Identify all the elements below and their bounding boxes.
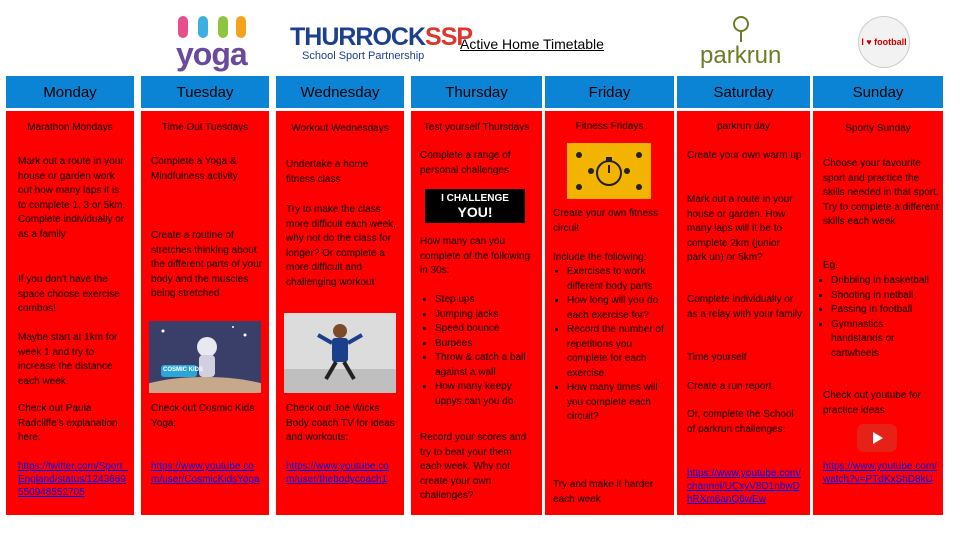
thursday-text-2: How many can you complete of the following in 30s: — [420, 236, 531, 276]
youtube-play-icon[interactable] — [857, 424, 897, 452]
challenge-line-2: YOU! — [457, 204, 493, 220]
thurrock-ssp-logo — [290, 23, 473, 66]
sunday-text-2: Eg. — [823, 260, 839, 271]
list-item: • How many keepy uppys can you do — [435, 380, 535, 409]
monday-subtitle: Marathon Mondays — [27, 122, 113, 133]
list-item: • How long will you do each exercise for? — [567, 294, 669, 323]
parkrun-logo — [700, 42, 781, 70]
play-icon — [870, 431, 884, 445]
wednesday-text-1: Undertake a home fitness class — [286, 159, 369, 185]
parkrun-tree-icon — [732, 16, 750, 42]
saturday-text-2: Mark out a route in your house or garden. How many laps will it be to complete 2km (junior park un) or 5km? — [687, 194, 793, 263]
saturday-text-3: Complete individually or as a relay with your family — [687, 294, 803, 320]
list-item: • Step ups — [435, 293, 535, 308]
fitness-circuit-image — [567, 143, 651, 199]
wednesday-subtitle: Workout Wednesdays — [291, 123, 389, 134]
sunday-subtitle: Sporty Sunday — [845, 123, 911, 134]
friday-text-3: Try and make it harder each week — [553, 479, 654, 505]
ssp-logo-subtitle: School Sport Partnership — [302, 50, 425, 62]
list-item: • Burpees — [435, 337, 535, 352]
saturday-text-1: Create your own warm up — [687, 150, 802, 161]
day-header-sunday: Sunday — [813, 76, 943, 108]
sunday-link[interactable]: https://www.youtube.com/watch?v=PTdKxShD8kU — [823, 461, 937, 485]
saturday-text-4: Time yourself — [687, 352, 747, 363]
thursday-list — [413, 293, 535, 409]
list-item: • Passing in football — [831, 303, 935, 318]
monday-text-4: Check out Paula Radcliffe's explanation here: — [18, 403, 118, 443]
yoga-logo — [168, 14, 252, 70]
challenge-line-1: I CHALLENGE — [441, 193, 509, 204]
challenge-banner — [425, 189, 525, 223]
wednesday-link[interactable]: https://www.youtube.com/user/thebodycoach1 — [286, 461, 389, 485]
yoga-logo-text: yoga — [176, 36, 247, 72]
day-header-monday: Monday — [6, 76, 134, 108]
tuesday-column — [141, 111, 269, 515]
tuesday-subtitle: Time Out Tuesdays — [161, 122, 249, 133]
stopwatch-icon — [567, 143, 651, 199]
saturday-link[interactable]: https://www.youtube.com/channel/UCxyV8D1nbwDhRXm6anQ6wEw — [687, 468, 801, 505]
football-logo — [858, 16, 910, 68]
day-header-tuesday: Tuesday — [141, 76, 269, 108]
saturday-text-6: Or, complete the School of parkrun challenges: — [687, 409, 794, 435]
yoga-figure-icon — [198, 16, 208, 38]
friday-column — [545, 111, 674, 515]
monday-link[interactable]: https://twitter.com/Sport_England/status/1243669550948552705 — [18, 461, 129, 498]
yoga-figure-icon — [178, 16, 188, 38]
friday-subtitle: Fitness Fridays — [575, 121, 644, 132]
friday-text-1: Create your own fitness circuit — [553, 208, 659, 234]
thursday-subtitle: Test yourself Thursdays — [423, 122, 530, 133]
sunday-column — [813, 111, 943, 515]
monday-text-3: Maybe start at 1km for week 1 and try to increase the distance each week — [18, 332, 118, 387]
saturday-subtitle: parkrun day — [717, 121, 770, 132]
list-item: • Shooting in netball — [831, 289, 935, 304]
list-item: • Throw & catch a ball against a wall — [435, 351, 535, 380]
cosmic-kids-label: COSMIC KIDS — [163, 367, 204, 373]
sunday-text-3: Check out youtube for practice ideas — [823, 390, 921, 416]
saturday-text-5: Create a run report. — [687, 381, 775, 392]
list-item: • Exercises to work different body parts — [567, 265, 669, 294]
thursday-text-3: Record your scores and try to beat your them each week. Why not create your own challenges? — [420, 432, 527, 501]
ssp-logo-text-a: THURROCK — [290, 23, 426, 51]
tuesday-link[interactable]: https://www.youtube.com/user/CosmicKidsYoga — [151, 461, 260, 485]
wednesday-text-3: Check out Joe Wicks Body coach TV for ideas and workouts: — [286, 403, 395, 443]
joe-wicks-illustration — [284, 313, 396, 393]
list-item: • How many times will you complete each circuit? — [567, 381, 669, 425]
sunday-text-1: Choose your favourite sport and practice the skills needed in that sport. Try to complete a different skills each week — [823, 158, 939, 227]
list-item: • Speed bounce — [435, 322, 535, 337]
day-header-friday: Friday — [545, 76, 674, 108]
page-title: Active Home Timetable — [460, 36, 604, 52]
monday-column — [6, 111, 134, 515]
day-header-wednesday: Wednesday — [276, 76, 404, 108]
list-item: • Jumping jacks — [435, 308, 535, 323]
day-header-saturday: Saturday — [677, 76, 810, 108]
tuesday-text-2: Create a routine of stretches thinking about the different parts of your body and the muscles being stretched — [151, 230, 262, 299]
tuesday-text-3: Check out Cosmic Kids Yoga: — [151, 403, 255, 429]
thursday-text-1: Complete a range of personal challenges — [420, 150, 511, 176]
joe-wicks-image — [284, 313, 396, 393]
cosmic-kids-image — [149, 321, 261, 393]
friday-text-2: Include the following: — [553, 252, 647, 263]
list-item: • Gymnastics handstands or cartwheels — [831, 318, 935, 362]
tuesday-text-1: Complete a Yoga & Mindfulness activity — [151, 156, 238, 182]
yoga-figure-icon — [218, 16, 228, 38]
cosmic-kids-illustration — [149, 321, 261, 393]
yoga-figure-icon — [236, 16, 246, 38]
day-header-thursday: Thursday — [411, 76, 542, 108]
friday-list — [545, 265, 669, 425]
parkrun-logo-text: parkrun — [700, 42, 782, 69]
ssp-logo-text-b: SSP — [425, 23, 473, 51]
list-item: • Dribbling in basketball — [831, 274, 935, 289]
wednesday-text-2: Try to make the class more difficult each week, why not do the class for longer? Or complete a more difficult and challenging workout — [286, 204, 396, 288]
sunday-list — [809, 274, 935, 361]
list-item: • Record the number of repetitions you complete for each exercise. — [567, 323, 669, 381]
football-icon: I ♥ football — [858, 16, 910, 68]
monday-text-1: Mark out a route in your house or garden work out how many laps it is to complete 1, 3 or 5km. Complete individually or as a family — [18, 156, 126, 240]
monday-text-2: If you don't have the space choose exercise combos! — [18, 274, 120, 314]
thursday-column — [411, 111, 542, 515]
saturday-column — [677, 111, 810, 515]
wednesday-column — [276, 111, 404, 515]
